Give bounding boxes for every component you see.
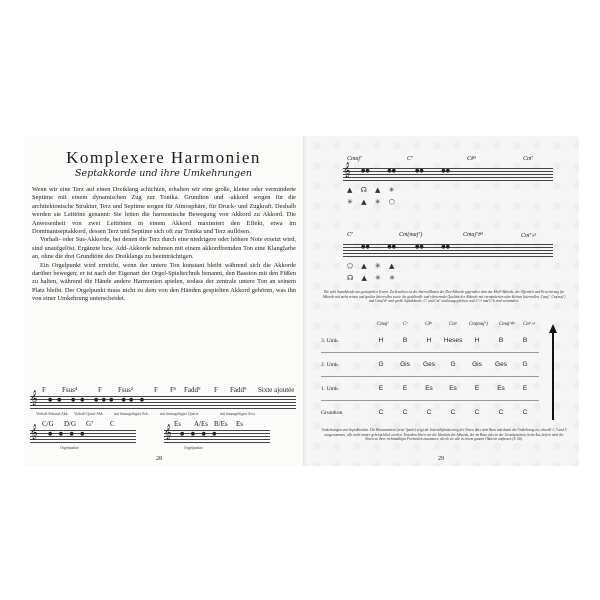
table-cell: C: [378, 409, 384, 416]
staff1-caption-1: Vorhalt-Sekund-Akk.: [36, 412, 69, 416]
staff2-chord-3: G⁷: [86, 420, 94, 428]
table-cell: C: [450, 409, 456, 416]
table-cell: Ges: [495, 361, 507, 368]
right-staff-1: [343, 163, 553, 188]
table-header-4: Cm⁷: [449, 322, 458, 327]
table-cell: Gis: [472, 361, 482, 368]
staff1-chord-2: Fsus⁴: [62, 386, 78, 394]
up-arrow-shaft: [552, 332, 553, 420]
table-cell: H: [426, 337, 432, 344]
staff1-caption-5: mit hinzugefügter Sext: [220, 412, 255, 416]
page-title: Komplexere Harmonien: [66, 148, 261, 167]
paragraph-3: Ein Orgelpunkt wird erreicht, wenn der untere Ton konstant bleibt während sich die Akkorde darüber bewegen; er ist nach der Eigenart der Orgel-Spieltechnik benannt, den Basston mit den Füßen zu halten, während die Hände andere Harmonien spielen, sodass der zentrale untere Ton an seinem Platz bleibt. Der Orgelpunkt muss nicht zu dem von den Händen gespielten Akkord gehören, was ihn von einer Umkehrung unterscheidet.: [32, 261, 296, 303]
left-page: [24, 136, 303, 466]
table-cell: Es: [425, 385, 433, 392]
table-cell: G: [378, 361, 384, 368]
staff2-chord-7: B/Es: [214, 420, 228, 428]
staff2-chord-5: Es: [174, 420, 181, 428]
staff2-caption-2: Orgelpunkte: [184, 446, 203, 450]
top-chord-4: Cm⁷: [523, 156, 534, 162]
staff2-chord-8: Es: [236, 420, 243, 428]
mid-chord-1: C⁷: [347, 232, 354, 238]
row-label-grundton: Grundton: [321, 410, 343, 416]
right-page: [307, 136, 579, 466]
mid-chord-3: Cmaj⁷#⁵: [463, 232, 484, 238]
staff2-caption-1: Orgelpunkte: [60, 446, 79, 450]
table-header-5: Cm(maj⁷): [469, 322, 488, 327]
symbol-row-1: ▲ ☊ ▲ ✳: [347, 186, 398, 194]
table-cell: Es: [497, 385, 505, 392]
table-cell: E: [402, 385, 408, 392]
staff2b-notes: ● ● ● ●: [180, 431, 217, 437]
staff1-notes: ● ● ● ● ● ● ● ● ● ●: [48, 397, 145, 403]
staff-2b: [164, 425, 270, 450]
paragraph-1: Wenn wir eine Terz auf einen Dreiklang schichten, erhalten wir eine große, kleine oder verminderte Septime mit einem dynamischen Zug zur Tonika. Grundton und -akkord sorgen für die architektonische Struktur, Terz und Septime sorgen für Atmosphäre, für Druck- und Zugkraft. Deshalb werden sie Leittöne genannt: Sie leiten die harmonische Bewegung von Akkord zu Akkord. Die Anwesenheit von zwei Leittönen in einem Akkord maximiert den Effekt, etwa im Dominantseptakkord, dessen Terz und Septime sich oft zur Tonika und Terz auflösen.: [32, 186, 296, 236]
table-cell: H: [378, 337, 384, 344]
table-cell: B: [498, 337, 504, 344]
table-divider: [321, 376, 539, 377]
staff1-chord-9: Fadd⁹: [230, 386, 247, 394]
symbol-row-3: ⬠ ▲ ✳ ▲: [347, 262, 398, 270]
staff2-chord-6: A/Es: [194, 420, 208, 428]
table-cell: C: [402, 409, 408, 416]
treble-clef-icon: 𝄞: [343, 163, 351, 178]
table-header-3: C#⁵: [425, 322, 433, 327]
table-cell: B: [402, 337, 408, 344]
staff1-chord-7: Fadd⁹: [184, 386, 201, 394]
top-chord-2: C⁷: [407, 156, 414, 162]
table-cell: B: [522, 337, 528, 344]
page-number-left: 28: [156, 456, 162, 462]
table-cell: Gis: [400, 361, 410, 368]
table-cell: C: [474, 409, 480, 416]
staff2-chord-2: D/G: [64, 420, 77, 428]
mid-chord-2: Cm(maj⁷): [399, 232, 423, 238]
table-divider: [321, 400, 539, 401]
staff1-chord-8: F: [214, 386, 218, 394]
staff2-chord-1: C/G: [42, 420, 54, 428]
table-cell: E: [522, 385, 528, 392]
table-cell: H: [474, 337, 480, 344]
right-staff2-notes: ●● ●● ●● ●●: [361, 244, 450, 250]
treble-clef-icon: 𝄞: [164, 425, 172, 440]
table-header-6: Cmaj⁷#⁵: [499, 322, 516, 327]
table-cell: C: [498, 409, 504, 416]
staff-2a: [30, 425, 136, 450]
row-label-1-umk: 1. Umk.: [321, 386, 340, 392]
treble-clef-icon: 𝄞: [30, 425, 38, 440]
mid-chord-4: Cm⁷♭⁵: [521, 233, 537, 239]
table-divider: [321, 352, 539, 353]
staff2-chord-4: C: [110, 420, 115, 428]
table-header-2: C⁷: [403, 322, 408, 327]
staff1-caption-2: Vorhalt-Quart-Akk.: [74, 412, 104, 416]
table-cell: C: [426, 409, 432, 416]
staff2a-notes: ● ● ● ●: [48, 431, 85, 437]
table-cell: C: [522, 409, 528, 416]
page-number-right: 29: [438, 456, 444, 462]
staff1-chord-5: F: [154, 386, 158, 394]
table-cell: G: [450, 361, 456, 368]
staff1-chord-1: F: [42, 386, 46, 394]
staff1-caption-3: mit hinzugefügter Sek.: [114, 412, 149, 416]
figure-caption-inversions: Umkehrungen von Septakkorden. Die Basisnotation (erste Spalte) zeigt die Intervallplatzierung der Noten über dem Bass und damit die Umkehrung an, obwohl 1, 3 und 5 ausgenommen, alle nicht immer gebräuchlich werden. Trotzdem hören wir die Identität des Akkords, der im Bass oder in der Grundposition, beim Aus liefern wird die Noten zu ihrer rechtmäßigen Formation zusammen, als ob sie alle in einem ganzen Oktaven umfassen (S. 56).: [321, 428, 567, 442]
right-staff1-notes: ●● ●● ●● ●●: [361, 168, 450, 174]
staff1-chord-10: Sixte ajoutée: [258, 386, 295, 394]
row-label-2-umk: 2. Umk.: [321, 362, 340, 368]
body-text: [32, 186, 296, 304]
staff1-caption-4: mit hinzugefügter Quarte: [160, 412, 199, 416]
treble-clef-icon: 𝄞: [30, 391, 38, 406]
table-cell: G: [522, 361, 528, 368]
staff1-chord-4: Fsus²: [118, 386, 133, 394]
symbol-row-2: ✳ ▲ ✳ ⬡: [347, 198, 398, 206]
staff1-chord-3: F: [98, 386, 102, 394]
top-chord-3: C#⁵: [467, 156, 477, 162]
symbol-row-4: ☊ ▲ ✳ ✳: [347, 274, 399, 282]
table-cell: Heses: [443, 337, 463, 344]
table-cell: Es: [449, 385, 457, 392]
table-cell: Ges: [423, 361, 435, 368]
figure-caption-chords: Die acht Septakkorde aus gestapelten Terzen. Zu beachten ist der Intervallbaum der Dur-Akkorde gegenüber dem der Moll-Akkorde, die Offenheit und Erweiterung für Akkorde mit mehr reinen und großen Intervallen sowie die gestiltvolle und vibrierende Qualität der Akkorde mit verminderten oder kleinen Intervallen. Cmaj⁷, Cm(maj⁷) und Cmaj⁷#⁵ sind große Septakkorde, C⁷ und Cm⁷ sind ausgeglichen, und C⁷♭⁵ und C⁷b sind vermindert.: [322, 290, 566, 304]
table-cell: E: [474, 385, 480, 392]
row-label-3-umk: 3. Umk.: [321, 338, 340, 344]
page-subtitle: Septakkorde und ihre Umkehrungen: [75, 168, 252, 179]
paragraph-2: Vorhalt- oder Sus-Akkorde, bei denen die Terz durch eine niedrigere oder höhere Note ersetzt wird, sind unaufgelöst. Ergänzte bzw. Add-Akkorde nehmen mit einem akkordfremden Ton eine Klangfarbe an, ohne die drei Grundtöne des Dreiklangs zu beeinträchtigen.: [32, 236, 296, 261]
staff1-chord-6: F⁶: [170, 386, 177, 394]
top-chord-1: Cmaj⁷: [347, 156, 363, 162]
right-staff-2: [343, 244, 553, 264]
table-cell: E: [378, 385, 384, 392]
table-header-1: Cmaj⁷: [377, 322, 390, 327]
table-header-7: Cm⁷♭⁵: [523, 322, 536, 327]
